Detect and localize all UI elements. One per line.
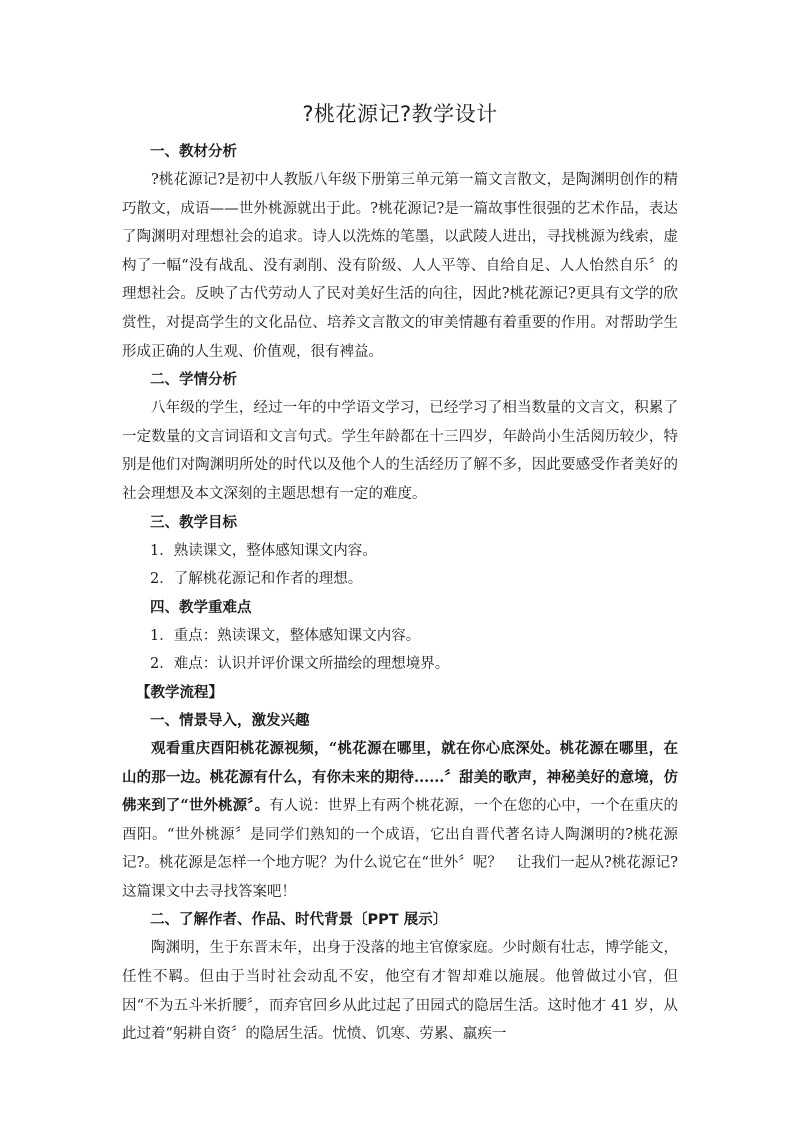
step-1-normal-text: 有人说：世界上有两个桃花源，一个在您的心中，一个在重庆的酉阳。“世外桃源〞是同学们熟知的一个成语，它出自晋代著名诗人陶渊明的?桃花源记?。桃花源是怎样一个地方呢？为什么说它在“世外〞呢？ 让我们一起从?桃花源记?这篇课文中去寻找答案吧！ [122, 798, 679, 900]
heading-student-analysis: 二、学情分析 [150, 372, 237, 389]
document-content [122, 98, 678, 1049]
paragraph-step-1 [122, 735, 678, 907]
heading-textbook-analysis: 一、教材分析 [150, 144, 237, 160]
heading-step-2: 二、了解作者、作品、时代背景〔PPT 展示〕 [150, 912, 448, 929]
heading-teaching-goals: 三、教学目标 [150, 514, 237, 531]
heading-step-1: 一、情景导入，激发兴趣 [150, 712, 310, 729]
paragraph-step-2: 陶渊明，生于东晋末年，出身于没落的地主官僚家庭。少时颇有壮志，博学能文，任性不羁。但由于当时社会动乱不安，他空有才智却难以施展。他曾做过小官，但因“不为五斗米折腰〞，而弃官回乡从此过起了田园式的隐居生活。这时他才 41 岁，从此过着“躬耕自资〞的隐居生活。忧愤、饥寒、劳累、羸疾一 [122, 940, 678, 1043]
heading-key-points: 四、教学重难点 [150, 599, 252, 616]
goal-item-1: 1．熟读课文，整体感知课文内容。 [150, 542, 377, 559]
paragraph-student-analysis: 八年级的学生，经过一年的中学语文学习，已经学习了相当数量的文言文，积累了一定数量的文言词语和文言句式。学生年龄都在十三四岁，年龄尚小生活阅历较少，特别是他们对陶渊明所处的时代以及他个人的生活经历了解不多，因此要感受作者美好的社会理想及本文深刻的主题思想有一定的难度。 [122, 400, 678, 502]
key-point-item-1: 1．重点：熟读课文，整体感知课文内容。 [150, 627, 421, 644]
heading-teaching-flow: 【教学流程】 [136, 684, 223, 701]
goal-item-2: 2．了解桃花源记和作者的理想。 [150, 571, 363, 588]
key-point-item-2: 2．难点：认识并评价课文所描绘的理想境界。 [150, 656, 450, 673]
paragraph-textbook-analysis: ?桃花源记?是初中人教版八年级下册第三单元第一篇文言散文，是陶渊明创作的精巧散文，成语——世外桃源就出于此。?桃花源记?是一篇故事性很强的艺术作品，表达了陶渊明对理想社会的追求。诗人以洗炼的笔墨，以武陵人进出，寻找桃源为线索，虚构了一幅“没有战乱、没有剥削、没有阶级、人人平等、自给自足、人人怡然自乐〞的理想社会。反映了古代劳动人了民对美好生活的向往，因此?桃花源记?更具有文学的欣赏性，对提高学生的文化品位、培养文言散文的审美情趣有着重要的作用。对帮助学生形成正确的人生观、价值观，很有裨益。 [122, 172, 678, 360]
document-title: ?桃花源记?教学设计 [302, 102, 498, 126]
step-1-bold-text: 观看重庆酉阳桃花源视频，“桃花源在哪里，就在你心底深处。桃花源在哪里，在山的那一边。桃花源有什么，有你未来的期待......〞甜美的歌声，神秘美好的意境，仿佛来到了“世外桃源〞。 [122, 739, 678, 815]
